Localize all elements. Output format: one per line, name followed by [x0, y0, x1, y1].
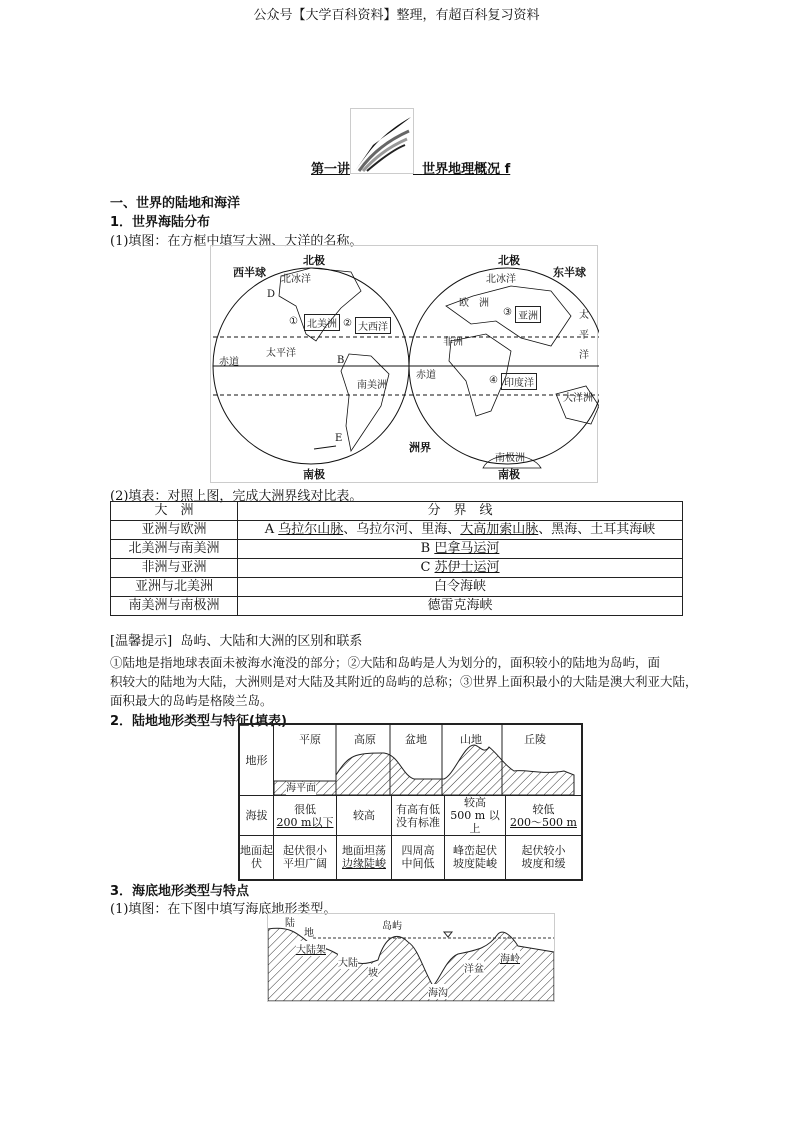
- cell-boundary: [238, 521, 683, 540]
- tip-line: 积较大的陆地为大陆，大洲则是对大陆及其附近的岛屿的总称；③世界上面积最小的大陆是澳大利亚大陆，: [110, 674, 698, 689]
- cell-boundary: [238, 559, 683, 578]
- world-map-figure: [210, 245, 598, 483]
- cell: [337, 796, 392, 836]
- type-plain: 平原: [299, 733, 321, 746]
- label-north-america: 北美洲: [304, 314, 340, 331]
- label-point-e: E: [335, 433, 343, 444]
- tip-heading: [110, 630, 362, 649]
- answer: 边缘陡峻: [342, 857, 386, 871]
- continent-boundary-table: [110, 501, 683, 616]
- type-basin: 盆地: [405, 733, 427, 746]
- label-land: 地: [304, 928, 314, 939]
- section-heading: 一、世界的陆地和海洋: [110, 196, 241, 211]
- label-pacific-tai: 太: [579, 310, 589, 321]
- header-continent: 大 洲: [111, 502, 238, 521]
- altitude-row: [239, 796, 582, 836]
- tip-label: [温馨提示]: [110, 634, 173, 649]
- label-pacific-yang: 洋: [579, 350, 589, 361]
- cell-boundary: 德雷克海峡: [238, 597, 683, 616]
- instruction: (1)填图：在方框中填写大洲、大洋的名称。: [110, 234, 363, 249]
- label-africa: 非洲: [443, 337, 463, 348]
- label-ocean-basin: 洋盆: [464, 960, 484, 975]
- type-plateau: 高原: [354, 733, 376, 746]
- cell: [392, 796, 445, 836]
- cell: [274, 836, 337, 880]
- label-ridge: 海岭: [500, 950, 520, 965]
- subsection-heading: 1．世界海陆分布: [110, 215, 211, 230]
- label-marker-1: ①: [289, 316, 298, 327]
- landform-table: [238, 723, 583, 881]
- label-arctic-ocean-west: 北冰洋: [281, 274, 311, 285]
- type-mountain: 山地: [460, 733, 482, 746]
- row-label-relief: 地面起伏: [239, 836, 274, 880]
- cell: [274, 796, 337, 836]
- label-indian-ocean: 印度洋: [501, 373, 537, 390]
- table-row: [111, 578, 683, 597]
- text: 地面坦荡: [342, 844, 386, 858]
- table-row: [111, 559, 683, 578]
- text: 四周高: [401, 844, 435, 858]
- text: 较高: [464, 796, 486, 809]
- label-land: 陆: [285, 918, 295, 929]
- row-label-landform: 地形: [239, 724, 274, 796]
- label-north-pole-east: 北极: [498, 254, 520, 267]
- page-header: 公众号【大学百科资料】整理，有超百科复习资料: [253, 8, 540, 23]
- text: 中间低: [401, 857, 435, 871]
- tip-title: 岛屿、大陆和大洲的区别和联系: [180, 634, 363, 649]
- subsection-heading: 2．陆地地形类型与特征(填表): [110, 714, 287, 729]
- cell-boundary: [238, 540, 683, 559]
- relief-row: [239, 836, 582, 880]
- title-logo-icon: [350, 108, 414, 174]
- text: 起伏很小: [283, 844, 327, 858]
- cell-continent: 非洲与亚洲: [111, 559, 238, 578]
- seabed-figure: [267, 913, 555, 1002]
- row-label-altitude: 海拔: [239, 796, 274, 836]
- label-south-pole-west: 南极: [303, 468, 325, 481]
- instruction: (2)填表：对照上图，完成大洲界线对比表。: [110, 489, 363, 504]
- label-trench: 海沟: [428, 984, 448, 999]
- cell-boundary: 白令海峡: [238, 578, 683, 597]
- text: 500 m 以上: [450, 809, 500, 835]
- subsection-heading: 3．海底地形类型与特点: [110, 884, 250, 899]
- text: 较高: [353, 809, 375, 822]
- lecture-title: [413, 158, 510, 177]
- label-pacific-ping: 平: [579, 330, 589, 341]
- label-south-pole-east: 南极: [498, 468, 520, 481]
- label-marker-3: ③: [503, 307, 512, 318]
- table-row: [111, 540, 683, 559]
- cell: [337, 836, 392, 880]
- label-north-pole-west: 北极: [303, 254, 325, 267]
- label-letter: A: [264, 522, 279, 537]
- answer: 200～500 m: [510, 815, 577, 829]
- text: 有高有低: [396, 802, 440, 816]
- label-equator-east: 赤道: [416, 370, 436, 381]
- table-row: [111, 597, 683, 616]
- text: 坡度陡峻: [453, 857, 497, 871]
- cell: [445, 796, 506, 836]
- answer: 200 m以下: [276, 815, 334, 829]
- label-equator-west: 赤道: [219, 357, 239, 368]
- lecture-title-text: 世界地理概况 f: [422, 162, 511, 177]
- label-south-america: 南美洲: [357, 380, 387, 391]
- label-oceania: 大洋洲: [563, 393, 593, 404]
- lecture-number: 第一讲: [311, 162, 351, 177]
- label-letter: B: [420, 541, 435, 556]
- text: 起伏较小: [521, 844, 566, 858]
- label-boundary-legend: 洲界: [409, 441, 431, 454]
- landform-figure-row: [239, 724, 582, 796]
- label-letter: C: [420, 560, 435, 575]
- cell-continent: 北美洲与南美洲: [111, 540, 238, 559]
- type-hill: 丘陵: [524, 733, 546, 746]
- label-europe: 欧 洲: [459, 298, 489, 309]
- text: 很低: [294, 802, 316, 816]
- text: 平坦广阔: [283, 857, 327, 871]
- tip-line: 面积最大的岛屿是格陵兰岛。: [110, 693, 273, 708]
- label-point-d: D: [267, 289, 276, 300]
- text: 、乌拉尔河、里海、: [343, 522, 461, 537]
- cell: [445, 836, 506, 880]
- tip-line: ①陆地是指地球表面未被海水淹没的部分；②大陆和岛屿是人为划分的，面积较小的陆地为岛屿，面: [110, 655, 661, 670]
- label-western-hemisphere: 西半球: [233, 266, 266, 279]
- text: 没有标准: [396, 815, 440, 829]
- label-pacific-ocean: 太平洋: [266, 348, 296, 359]
- text: 坡度和缓: [521, 857, 566, 871]
- text: 、黑海、土耳其海峡: [538, 522, 656, 537]
- header-boundary: 分 界 线: [238, 502, 683, 521]
- landform-profile-figure: [274, 724, 583, 796]
- text: 峰峦起伏: [453, 844, 497, 858]
- table-row: [111, 521, 683, 540]
- label-continental-shelf: 大陆架: [296, 941, 326, 956]
- label-continental-slope: 坡: [368, 964, 378, 979]
- label-antarctica: 南极洲: [495, 453, 525, 464]
- table-header-row: [111, 502, 683, 521]
- text: 较低: [532, 802, 555, 816]
- label-island: 岛屿: [382, 921, 402, 932]
- cell-continent: 南美洲与南极洲: [111, 597, 238, 616]
- label-eastern-hemisphere: 东半球: [553, 266, 586, 279]
- instruction: (1)填图：在下图中填写海底地形类型。: [110, 902, 337, 917]
- sea-level-label: 海平面: [286, 783, 316, 794]
- label-asia: 亚洲: [515, 306, 541, 323]
- answer: 大高加索山脉: [460, 522, 539, 537]
- cell: [506, 836, 583, 880]
- cell: [506, 796, 583, 836]
- answer: 巴拿马运河: [434, 541, 500, 556]
- label-atlantic-ocean: 大西洋: [355, 317, 391, 334]
- cell-continent: 亚洲与北美洲: [111, 578, 238, 597]
- label-continental-slope: 大陆: [338, 954, 358, 969]
- cell-continent: 亚洲与欧洲: [111, 521, 238, 540]
- answer: 乌拉尔山脉: [278, 522, 344, 537]
- cell: [392, 836, 445, 880]
- label-point-b: B: [337, 355, 345, 366]
- answer: 苏伊士运河: [434, 560, 500, 575]
- label-marker-4: ④: [489, 375, 498, 386]
- label-marker-2: ②: [343, 318, 352, 329]
- label-arctic-ocean-east: 北冰洋: [486, 274, 516, 285]
